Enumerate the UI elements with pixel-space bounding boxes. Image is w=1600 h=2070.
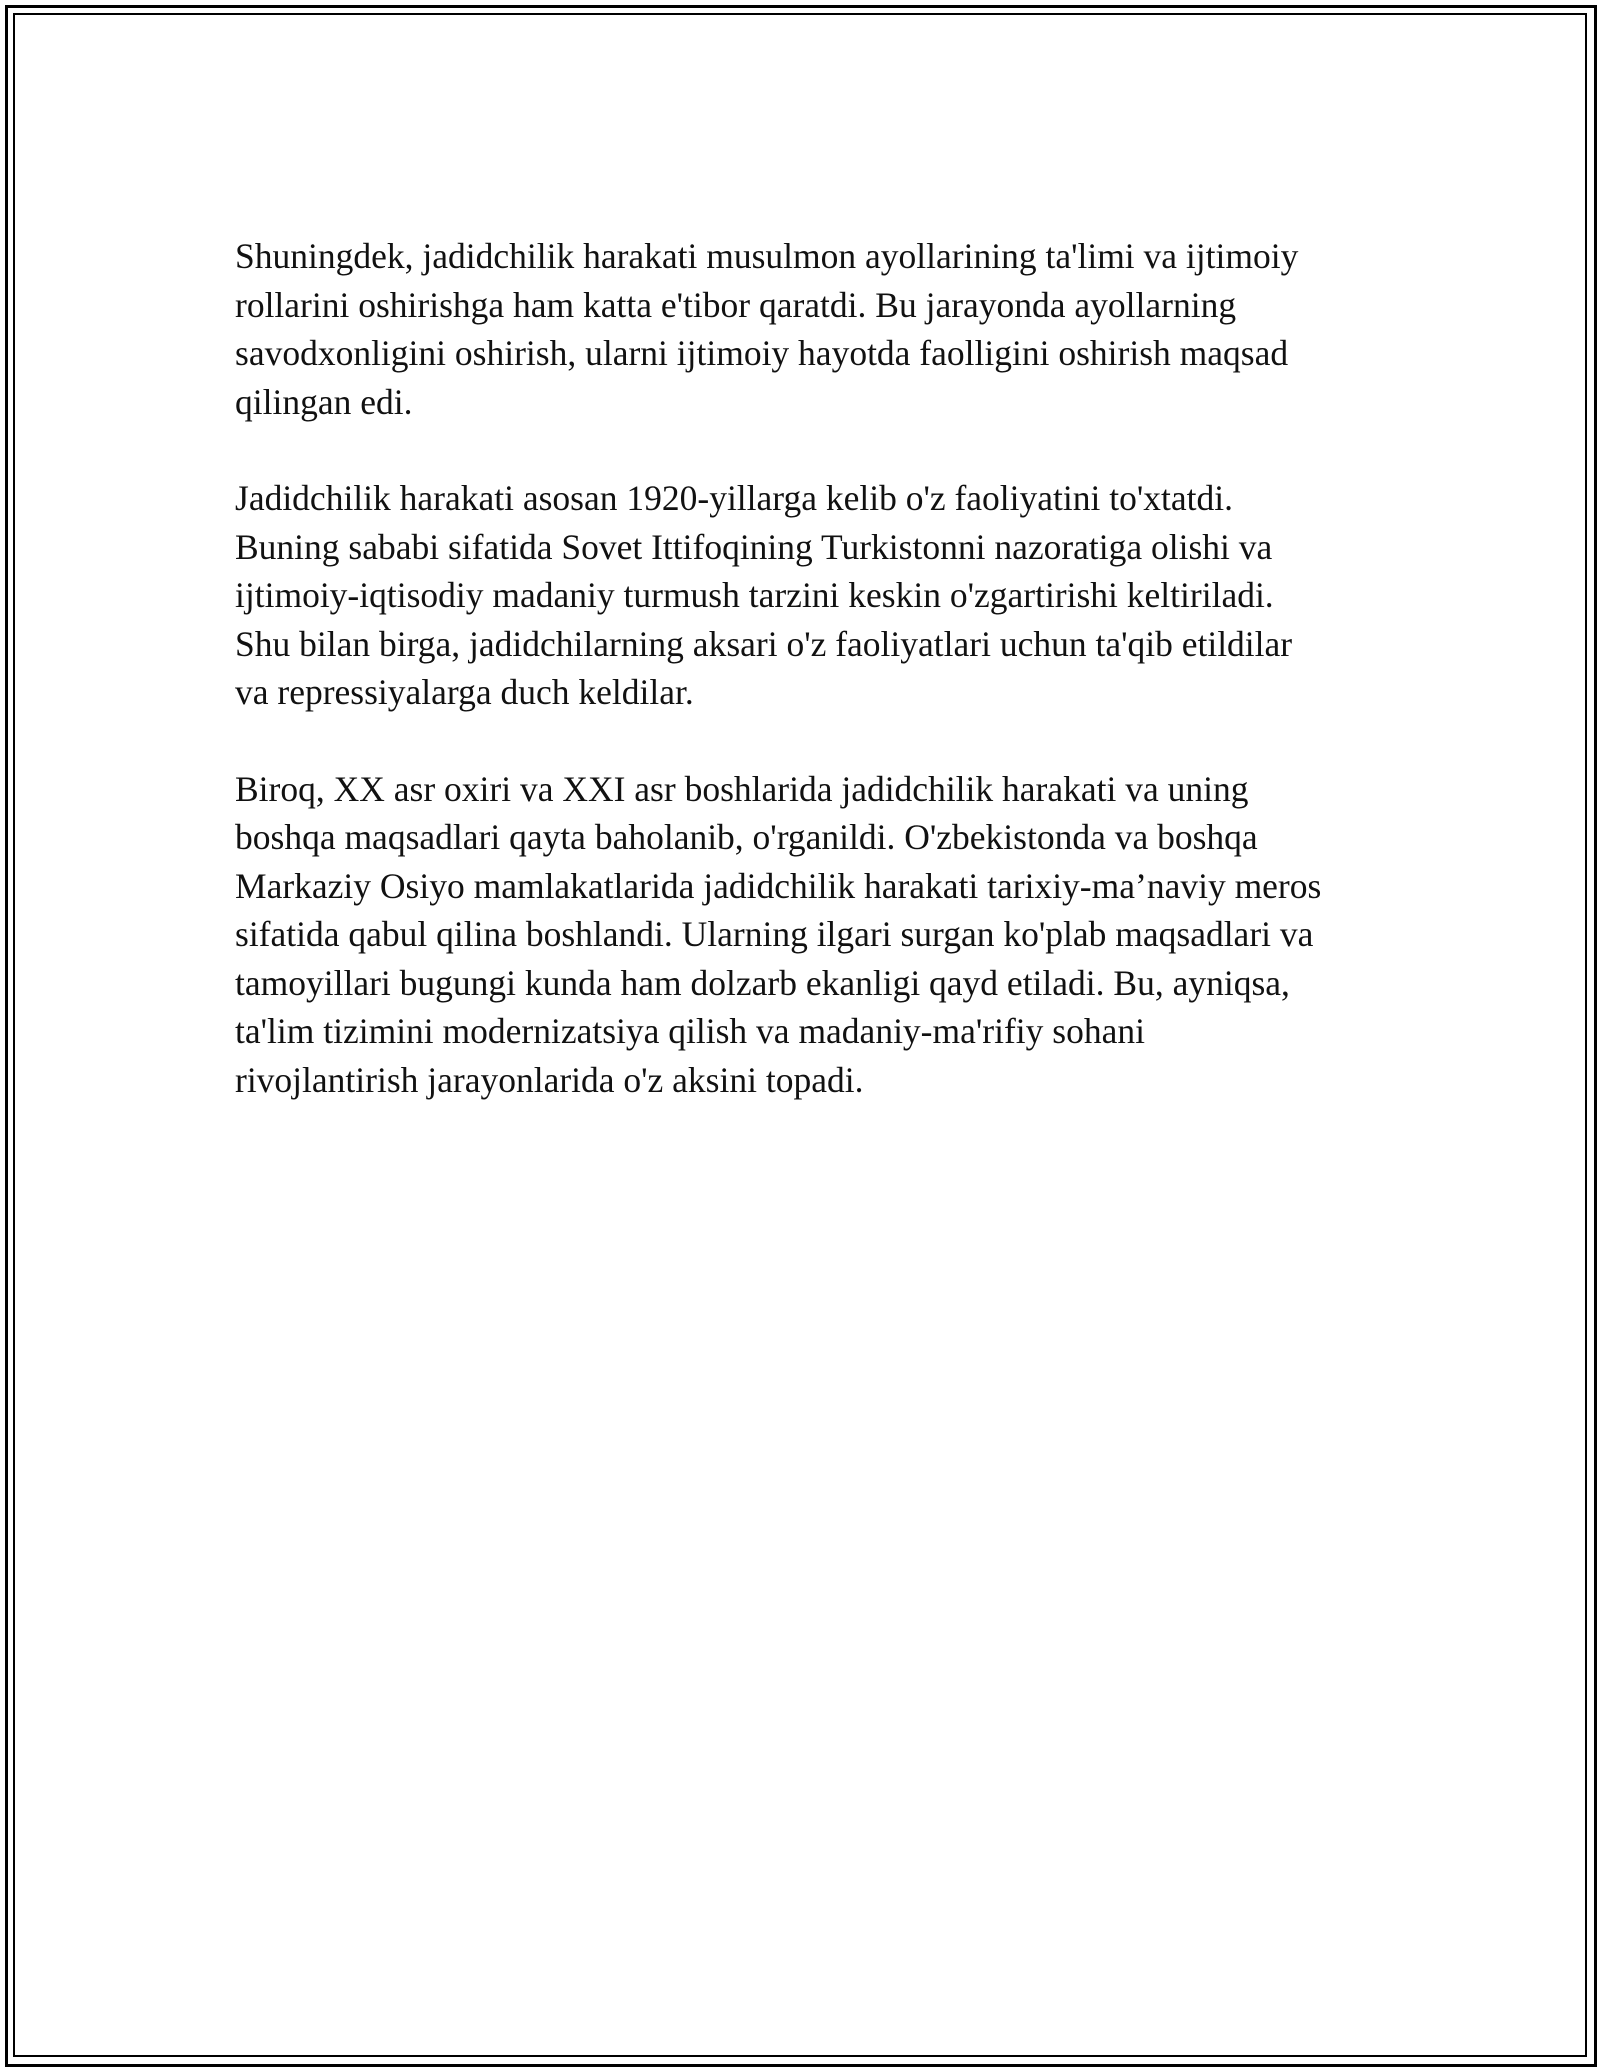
paragraph-women-education: Shuningdek, jadidchilik harakati musulmon ayollarining ta'limi va ijtimoiy rollarini oshirishga ham katta e'tibor qaratdi. Bu jarayonda ayollarning savodxonligini oshirish, ularni ijtimoiy hayotda faolligini oshirish maqsad qilingan edi. [235, 236, 1299, 422]
document-body [235, 232, 1375, 1152]
paragraph-movement-end: Jadidchilik harakati asosan 1920-yillarga kelib o'z faoliyatini to'xtatdi. Buning sababi sifatida Sovet Ittifoqining Turkistonni nazoratiga olishi va ijtimoiy-iqtisodiy madaniy turmush tarzini keskin o'zgartirishi keltiriladi. Shu bilan birga, jadidchilarning aksari o'z faoliyatlari uchun ta'qib etildilar va repressiyalarga duch keldilar. [235, 478, 1293, 712]
paragraph-reassessment: Biroq, XX asr oxiri va XXI asr boshlarida jadidchilik harakati va uning boshqa maqsadlari qayta baholanib, o'rganildi. O'zbekistonda va boshqa Markaziy Osiyo mamlakatlarida jadidchilik harakati tarixiy-ma’naviy meros sifatida qabul qilina boshlandi. Ularning ilgari surgan ko'plab maqsadlari va tamoyillari bugungi kunda ham dolzarb ekanligi qayd etiladi. Bu, ayniqsa, ta'lim tizimini modernizatsiya qilish va madaniy-ma'rifiy sohani rivojlantirish jarayonlarida o'z aksini topadi. [235, 768, 1322, 1100]
